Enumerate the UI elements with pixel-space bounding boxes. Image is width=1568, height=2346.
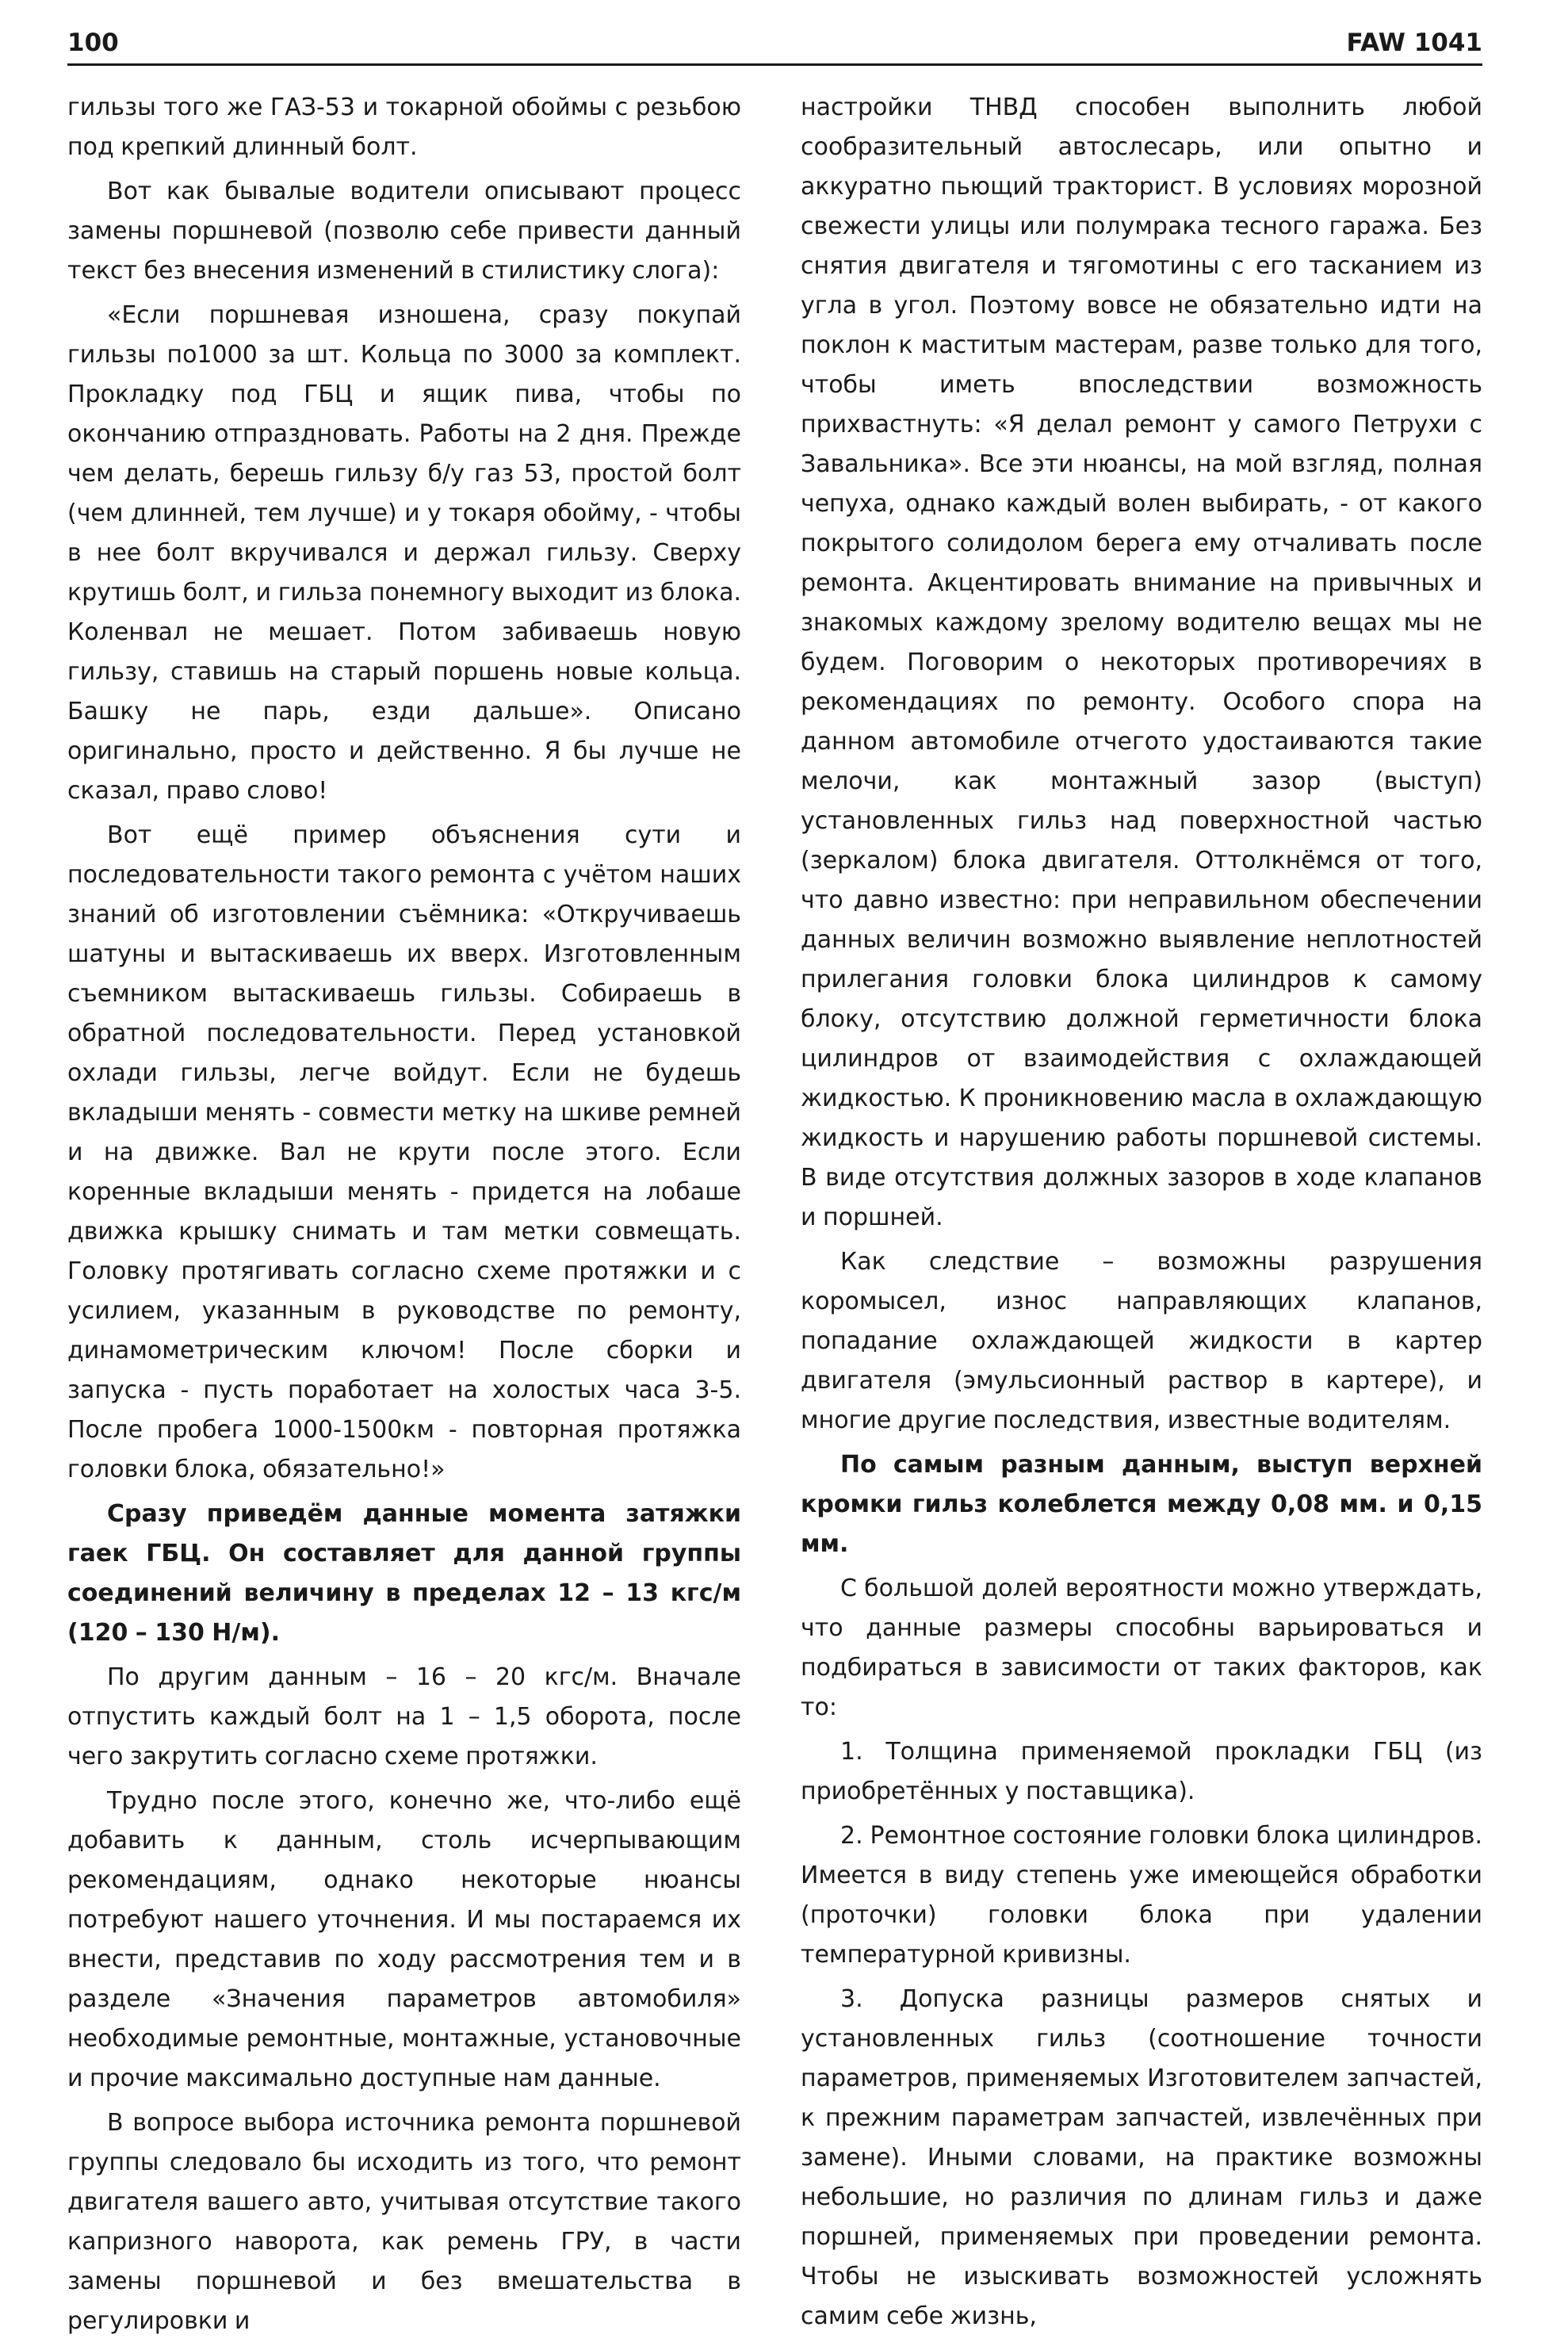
paragraph: Вот как бывалые водители описывают процесс замены поршневой (позволю себе привести данный текст без внесения изменений в стилистику слога): — [67, 178, 741, 285]
paragraph: По другим данным – 16 – 20 кгс/м. Вначале отпустить каждый болт на 1 – 1,5 оборота, после чего закрутить согласно схеме протяжки. — [67, 1663, 741, 1770]
page-header — [67, 24, 1482, 66]
page-number: 100 — [67, 29, 119, 57]
list-item: 3. Допуска разницы размеров снятых и установленных гильз (соотношение точности параметров, применяемых Изготовителем запчастей, к прежним параметрам запчастей, извлечённых при замене). Иными словами, на практике возможны небольшие, но различия по длинам гильз и даже поршней, применяемых при проведении ремонта. Чтобы не изыскивать возможностей усложнять самим себе жизнь, — [801, 1985, 1482, 2330]
paragraph: Как следствие – возможны разрушения коромысел, износ направляющих клапанов, попадание охлаждающей жидкости в картер двигателя (эмульсионный раствор в картере), и многие другие последствия, известные водителям. — [801, 1248, 1482, 1434]
right-column — [801, 88, 1482, 2341]
list-item: 1. Толщина применяемой прокладки ГБЦ (из приобретённых у поставщика). — [801, 1738, 1482, 1805]
paragraph: С большой долей вероятности можно утверждать, что данные размеры способны варьироваться и подбираться в зависимости от таких факторов, как то: — [801, 1575, 1482, 1721]
bold-paragraph: По самым разным данным, выступ верхней кромки гильз колеблется между 0,08 мм. и 0,15 мм. — [801, 1451, 1482, 1558]
paragraph: В вопросе выбора источника ремонта поршневой группы следовало бы исходить из того, что ремонт двигателя вашего авто, учитывая отсутствие такого капризного наворота, как ремень ГРУ, в части замены поршневой и без вмешательства в регулировки и — [67, 2109, 741, 2335]
paragraph: Вот ещё пример объяснения сути и последовательности такого ремонта с учётом наших знаний об изготовлении съёмника: «Откручиваешь шатуны и вытаскиваешь их вверх. Изготовленным съемником вытаскиваешь гильзы. Собираешь в обратной последовательности. Перед установкой охлади гильзы, легче войдут. Если не будешь вкладыши менять - совмести метку на шкиве ремней и на движке. Вал не крути после этого. Если коренные вкладыши менять - придется на лобаше движка крышку снимать и там метки совмещать. Головку протягивать согласно схеме протяжки и с усилием, указанным в руководстве по ремонту, динамометрическим ключом! После сборки и запуска - пусть поработает на холостых часа 3-5. После пробега 1000-1500км - повторная протяжка головки блока, обязательно!» — [67, 821, 741, 1483]
running-title: FAW 1041 — [1346, 29, 1482, 57]
list-item: 2. Ремонтное состояние головки блока цилиндров. Имеется в виду степень уже имеющейся обработки (проточки) головки блока при удалении температурной кривизны. — [801, 1822, 1482, 1969]
paragraph: Трудно после этого, конечно же, что-либо ещё добавить к данным, столь исчерпывающим рекомендациям, однако некоторые нюансы потребуют нашего уточнения. И мы постараемся их внести, представив по ходу рассмотрения тем и в разделе «Значения параметров автомобиля» необходимые ремонтные, монтажные, установочные и прочие максимально доступные нам данные. — [67, 1787, 741, 2092]
bold-paragraph: Сразу приведём данные момента затяжки гаек ГБЦ. Он составляет для данной группы соединений величину в пределах 12 – 13 кгс/м (120 – 130 Н/м). — [67, 1500, 741, 1647]
left-column — [67, 88, 741, 2346]
paragraph: настройки ТНВД способен выполнить любой сообразительный автослесарь, или опытно и аккуратно пьющий тракторист. В условиях морозной свежести улицы или полумрака тесного гаража. Без снятия двигателя и тягомотины с его тасканием из угла в угол. Поэтому вовсе не обязательно идти на поклон к маститым мастерам, разве только для того, чтобы иметь впоследствии возможность прихвастнуть: «Я делал ремонт у самого Петрухи с Завальника». Все эти нюансы, на мой взгляд, полная чепуха, однако каждый волен выбирать, - от какого покрытого солидолом берега ему отчаливать после ремонта. Акцентировать внимание на привычных и знакомых каждому зрелому водителю вещах мы не будем. Поговорим о некоторых противоречиях в рекомендациях по ремонту. Особого спора на данном автомобиле отчегото удостаиваются такие мелочи, как монтажный зазор (выступ) установленных гильз над поверхностной частью (зеркалом) блока двигателя. Оттолкнёмся от того, что давно известно: при неправильном обеспечении данных величин возможно выявление неплотностей прилегания головки блока цилиндров к самому блоку, отсутствию должной герметичности блока цилиндров от взаимодействия с охлаждающей жидкостью. К проникновению масла в охлаждающую жидкость и нарушению работы поршневой системы. В виде отсутствия должных зазоров в ходе клапанов и поршней. — [801, 94, 1482, 1231]
paragraph: гильзы того же ГАЗ-53 и токарной обоймы с резьбою под крепкий длинный болт. — [67, 94, 741, 161]
quote-paragraph: «Если поршневая изношена, сразу покупай гильзы по1000 за шт. Кольца по 3000 за комплект. Прокладку под ГБЦ и ящик пива, чтобы по окончанию отпраздновать. Работы на 2 дня. Прежде чем делать, берешь гильзу б/у газ 53, простой болт (чем длинней, тем лучше) и у токаря обойму, - чтобы в нее болт вкручивался и держал гильзу. Сверху крутишь болт, и гильза понемногу выходит из блока. Коленвал не мешает. Потом забиваешь новую гильзу, ставишь на старый поршень новые кольца. Башку не парь, езди дальше». Описано оригинально, просто и действенно. Я бы лучше не сказал, право слово! — [67, 301, 741, 805]
